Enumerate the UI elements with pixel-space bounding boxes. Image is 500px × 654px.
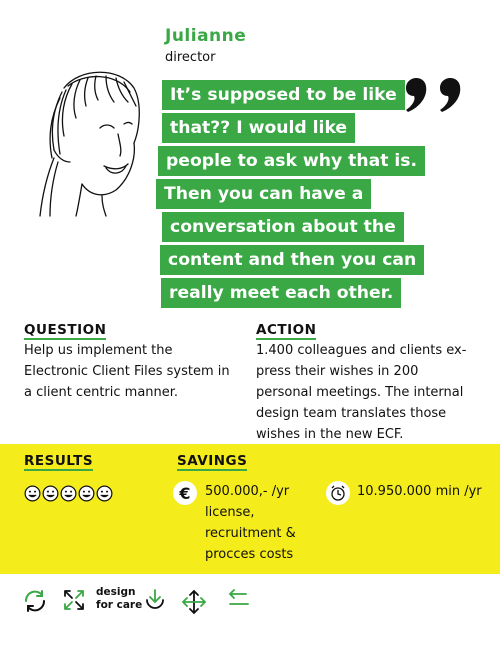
- quote-line: Then you can have a: [156, 179, 371, 209]
- expand-icon: [62, 588, 86, 612]
- brand-logo: [96, 586, 142, 612]
- smiley-rating: [24, 485, 113, 502]
- smiley-icon: [60, 485, 77, 502]
- person-name: Julianne: [165, 26, 247, 46]
- quote-line: conversation about the: [162, 212, 404, 242]
- smiley-icon: [96, 485, 113, 502]
- action-heading: ACTION: [256, 322, 317, 338]
- alarm-clock-icon: [326, 481, 350, 505]
- cycle-icon: [22, 588, 48, 614]
- person-role: director: [165, 50, 216, 65]
- download-icon: [144, 588, 166, 612]
- footer-bar: [0, 588, 500, 638]
- return-arrow-icon: [224, 588, 252, 612]
- quote-line: really meet each other.: [161, 278, 401, 308]
- brand-line: for care: [96, 599, 143, 611]
- savings-item-money: 500.000,- /yr license, recruitment & procces costs: [205, 484, 296, 562]
- results-heading: RESULTS: [24, 453, 94, 469]
- portrait-sketch: [24, 58, 152, 218]
- quote-line: people to ask why that is.: [158, 146, 425, 176]
- move-arrows-icon: [180, 588, 208, 616]
- smiley-icon: [42, 485, 59, 502]
- smiley-icon: [78, 485, 95, 502]
- quote-line: It’s supposed to be like: [162, 80, 405, 110]
- action-text: 1.400 colleagues and clients ex-press their wishes in 200 personal meetings. The internal design team translates those wishes in the new ECF.: [256, 343, 467, 442]
- smiley-icon: [24, 485, 41, 502]
- quote-line: that?? I would like: [162, 113, 355, 143]
- quote-line: content and then you can: [160, 245, 424, 275]
- quote-block: [156, 80, 416, 311]
- savings-item-time: 10.950.000 min /yr: [357, 484, 482, 499]
- savings-heading: SAVINGS: [177, 453, 248, 469]
- question-text: Help us implement the Electronic Client Files system in a client centric manner.: [24, 343, 230, 400]
- euro-icon: €: [173, 481, 197, 505]
- brand-line: design: [96, 586, 136, 598]
- question-heading: QUESTION: [24, 322, 107, 338]
